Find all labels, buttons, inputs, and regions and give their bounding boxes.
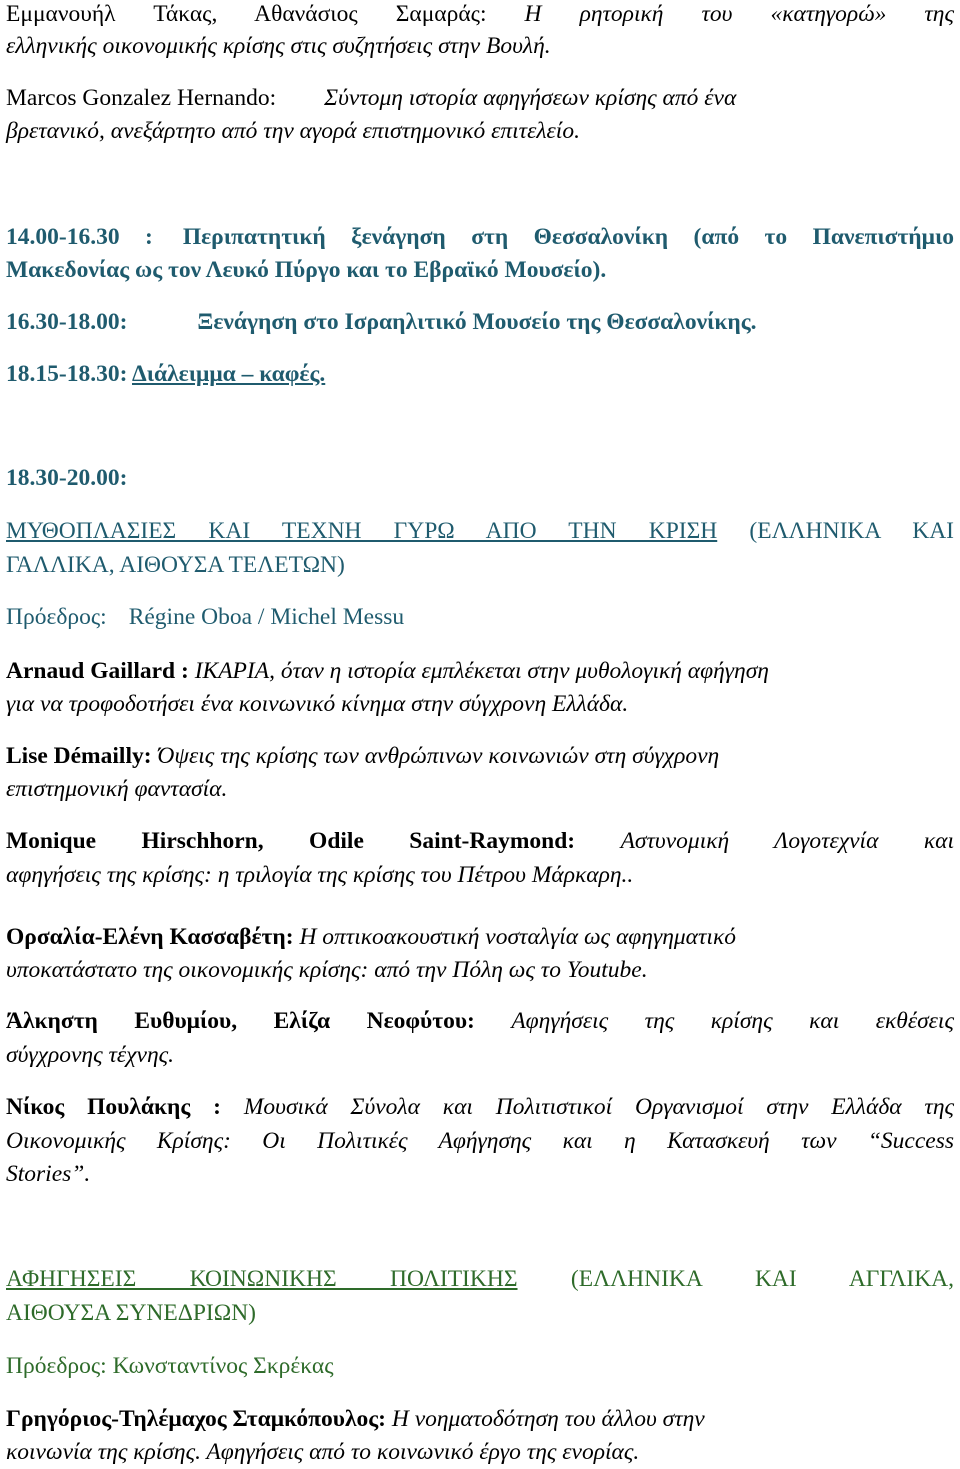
- paper-authors: Εμμανουήλ Τάκας, Αθανάσιος Σαμαράς:: [6, 1, 487, 27]
- paper-title: ΙΚΑΡΙΑ, όταν η ιστορία εμπλέκεται στην μυθολογική αφήγηση: [194, 658, 769, 684]
- paper-title: Αφηγήσεις της κρίσης και εκθέσεις: [511, 1008, 954, 1034]
- paper-title-cont: Οικονομικής Κρίσης: Οι Πολιτικές Αφήγησης και η Κατασκευή των “Success: [6, 1128, 954, 1154]
- paper-line: [6, 742, 954, 770]
- paper-title-cont: σύγχρονης τέχνης.: [6, 1042, 175, 1068]
- paper-title: Όψεις της κρίσης των ανθρώπινων κοινωνιών στη σύγχρονη: [157, 743, 720, 769]
- paper-line: [6, 923, 954, 951]
- paper-title-cont: υποκατάστατο της οικονομικής κρίσης: από την Πόλη ως το Youtube.: [6, 957, 648, 983]
- paper-line: [6, 657, 954, 685]
- session-time: 18.30-20.00:: [6, 465, 128, 491]
- schedule-text: Περιπατητική ξενάγηση στη Θεσσαλονίκη (από το Πανεπιστήμιο: [182, 224, 954, 250]
- paper-author: Νίκος Πουλάκης :: [6, 1094, 221, 1120]
- paper-author: Marcos Gonzalez Hernando:: [6, 85, 277, 111]
- schedule-text: Ξενάγηση στο Ισραηλιτικό Μουσείο της Θεσσαλονίκης.: [197, 309, 757, 335]
- paper-author: Lise Démailly:: [6, 743, 152, 769]
- paper-line: [6, 1093, 954, 1121]
- paper-title-cont: επιστημονική φαντασία.: [6, 776, 228, 802]
- paper-line: [6, 84, 954, 112]
- paper-author: Arnaud Gaillard :: [6, 658, 189, 684]
- paper-author: Γρηγόριος-Τηλέμαχος Σταμκόπουλος:: [6, 1406, 386, 1432]
- paper-author: Άλκηστη Ευθυμίου, Ελίζα Νεοφύτου:: [6, 1008, 475, 1034]
- schedule-item-walk: [6, 223, 954, 251]
- paper-title: Μουσικά Σύνολα και Πολιτιστικοί Οργανισμοί στην Ελλάδα της: [243, 1094, 955, 1120]
- paper-title: Η νοηματοδότηση του άλλου στην: [391, 1406, 705, 1432]
- session-chair: [6, 603, 954, 631]
- paper-author: Ορσαλία-Ελένη Κασσαβέτη:: [6, 924, 294, 950]
- session-title-rest: (ΕΛΛΗΝΙΚΑ ΚΑΙ ΑΓΓΛΙΚΑ,: [570, 1266, 955, 1292]
- session-title-cont: ΑΙΘΟΥΣΑ ΣΥΝΕΔΡΙΩΝ): [6, 1300, 257, 1326]
- paper-title: Αστυνομική Λογοτεχνία και: [620, 828, 954, 854]
- schedule-item-museum: [6, 308, 954, 336]
- paper-line: [6, 827, 954, 855]
- session-chair: Πρόεδρος: Κωνσταντίνος Σκρέκας: [6, 1353, 334, 1379]
- schedule-item-break: [6, 360, 954, 388]
- schedule-time: 18.15-18.30:: [6, 361, 128, 387]
- paper-title: Η οπτικοακουστική νοσταλγία ως αφηγηματικό: [299, 924, 736, 950]
- paper-title-cont: βρετανικό, ανεξάρτητο από την αγορά επιστημονικό επιτελείο.: [6, 118, 580, 144]
- session-title: [6, 517, 954, 545]
- chair-names: Régine Oboa / Michel Messu: [128, 604, 405, 630]
- paper-title-cont: Stories”.: [6, 1161, 91, 1187]
- paper-title-cont: κοινωνία της κρίσης. Αφηγήσεις από το κοινωνικό έργο της ενορίας.: [6, 1439, 640, 1465]
- paper-title-cont: για να τροφοδοτήσει ένα κοινωνικό κίνημα στην σύγχρονη Ελλάδα.: [6, 691, 629, 717]
- paper-line: [6, 1405, 954, 1433]
- paper-title: Σύντομη ιστορία αφηγήσεων κρίσης από ένα: [324, 85, 737, 111]
- session-title-main: ΑΦΗΓΗΣΕΙΣ ΚΟΙΝΩΝΙΚΗΣ ΠΟΛΙΤΙΚΗΣ: [6, 1266, 518, 1292]
- session-title-cont: ΓΑΛΛΙΚΑ, ΑΙΘΟΥΣΑ ΤΕΛΕΤΩΝ): [6, 552, 345, 578]
- paper-line: [6, 1007, 954, 1035]
- schedule-text: Διάλειμμα – καφές.: [132, 361, 326, 387]
- session-title-rest: (ΕΛΛΗΝΙΚΑ ΚΑΙ: [749, 518, 954, 544]
- schedule-time: 16.30-18.00:: [6, 309, 128, 335]
- paper-author: Monique Hirschhorn, Odile Saint-Raymond:: [6, 828, 576, 854]
- paper-title: Η ρητορική του «κατηγορώ» της: [524, 1, 954, 27]
- paper-line: [6, 0, 954, 28]
- paper-title-cont: αφηγήσεις της κρίσης: η τριλογία της κρίσης του Πέτρου Μάρκαρη..: [6, 862, 634, 888]
- schedule-time: 14.00-16.30 :: [6, 224, 153, 250]
- schedule-text-cont: Μακεδονίας ως τον Λευκό Πύργο και το Εβραϊκό Μουσείο).: [6, 257, 607, 283]
- session-title-main: ΜΥΘΟΠΛΑΣΙΕΣ ΚΑΙ ΤΕΧΝΗ ΓΥΡΩ ΑΠΟ ΤΗΝ ΚΡΙΣΗ: [6, 518, 718, 544]
- paper-title-cont: ελληνικής οικονομικής κρίσης στις συζητήσεις στην Βουλή.: [6, 33, 551, 59]
- chair-label: Πρόεδρος:: [6, 604, 107, 630]
- session-title: [6, 1265, 954, 1293]
